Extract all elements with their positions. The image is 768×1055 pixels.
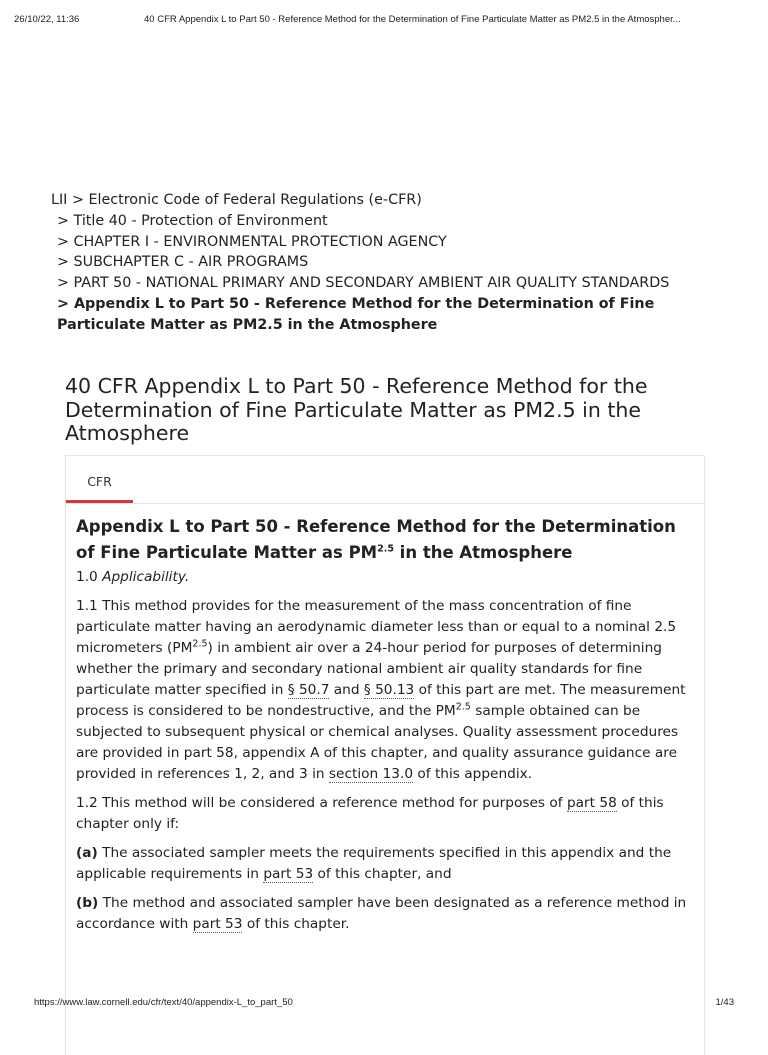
breadcrumb-item-title-40[interactable]: > Title 40 - Protection of Environment — [57, 212, 328, 229]
breadcrumb-current-label: Appendix L to Part 50 - Reference Method for the Determination of Fine Particulate Matter as PM2.5 in the Atmosphere — [57, 295, 655, 333]
applicability-heading — [76, 567, 694, 588]
breadcrumb-item-chapter-i[interactable]: > CHAPTER I - ENVIRONMENTAL PROTECTION AGENCY — [57, 233, 447, 250]
breadcrumb-item-subchapter-c[interactable]: > SUBCHAPTER C - AIR PROGRAMS — [57, 254, 309, 271]
link-part-53[interactable]: part 53 — [263, 866, 314, 882]
section-heading — [76, 514, 694, 565]
link-part-58[interactable]: part 58 — [566, 795, 617, 811]
paragraph-b — [76, 893, 694, 935]
text: The method and associated sampler have been designated as a reference method in accordance with — [76, 895, 687, 932]
text: sample obtained can be subjected to subsequent physical or chemical analyses. Quality assessment procedures are provided in part 58, appendix A of this chapter, and quality assurance guidance are provided in references 1, 2, and 3 in — [76, 703, 679, 782]
superscript: 2.5 — [455, 701, 471, 713]
text: 1.2 This method will be considered a reference method for purposes of — [76, 795, 567, 811]
paragraph-label-a: (a) — [76, 845, 98, 861]
breadcrumb-current-prefix: > — [57, 295, 74, 312]
section-content — [66, 504, 704, 935]
text: of this chapter. — [242, 916, 350, 932]
applicability-number: 1.0 — [76, 569, 103, 585]
link-section-50-7[interactable]: § 50.7 — [287, 682, 330, 698]
applicability-label: Applicability. — [102, 569, 190, 585]
print-header — [14, 14, 754, 25]
print-page-number: 1/43 — [715, 997, 734, 1008]
tab-bar — [66, 456, 704, 504]
page-title: 40 CFR Appendix L to Part 50 - Reference Method for the Determination of Fine Particulate Matter as PM2.5 in the Atmosphere — [65, 374, 648, 445]
print-url: https://www.law.cornell.edu/cfr/text/40/appendix-L_to_part_50 — [34, 997, 293, 1008]
text: of this chapter only if: — [76, 795, 664, 832]
tab-cfr[interactable]: CFR — [66, 456, 133, 503]
paragraph-a — [76, 843, 694, 885]
breadcrumb-current — [51, 294, 731, 336]
text: The associated sampler meets the requirements specified in this appendix and the applicable requirements in — [76, 845, 672, 882]
print-date: 26/10/22, 11:36 — [14, 14, 80, 25]
heading-text-post: in the Atmosphere — [393, 542, 573, 562]
text: 1.1 This method provides for the measurement of the mass concentration of fine particulate matter having an aerodynamic diameter less than or equal to a nominal 2.5 micrometers (PM — [76, 598, 677, 656]
breadcrumb-item-ecfr[interactable]: LII > Electronic Code of Federal Regulations (e-CFR) — [51, 192, 422, 208]
breadcrumb-item-part-50[interactable]: > PART 50 - NATIONAL PRIMARY AND SECONDARY AMBIENT AIR QUALITY STANDARDS — [57, 275, 670, 292]
breadcrumb — [51, 190, 731, 336]
paragraph-1-2 — [76, 793, 694, 835]
content-card — [65, 455, 705, 1055]
superscript: 2.5 — [192, 638, 208, 650]
link-part-53[interactable]: part 53 — [192, 916, 243, 932]
heading-text-pre: Appendix L to Part 50 - Reference Method for the Determination of Fine Particulate Matter as PM — [76, 517, 676, 562]
print-footer — [34, 997, 734, 1008]
link-section-13-0[interactable]: section 13.0 — [328, 766, 414, 782]
text: and — [329, 682, 364, 698]
text: of this chapter, and — [313, 866, 452, 882]
text: of this part are met. The measurement process is considered to be nondestructive, and the PM — [76, 682, 686, 719]
text: ) in ambient air over a 24-hour period for purposes of determining whether the primary and secondary national ambient air quality standards for fine particulate matter specified in — [76, 640, 662, 698]
paragraph-label-b: (b) — [76, 895, 99, 911]
link-section-50-13[interactable]: § 50.13 — [363, 682, 415, 698]
print-doc-title: 40 CFR Appendix L to Part 50 - Reference Method for the Determination of Fine Particulate Matter as PM2.5 in the Atmospher... — [144, 14, 681, 25]
text: of this appendix. — [413, 766, 533, 782]
paragraph-1-1 — [76, 596, 694, 785]
heading-superscript: 2.5 — [377, 543, 394, 554]
